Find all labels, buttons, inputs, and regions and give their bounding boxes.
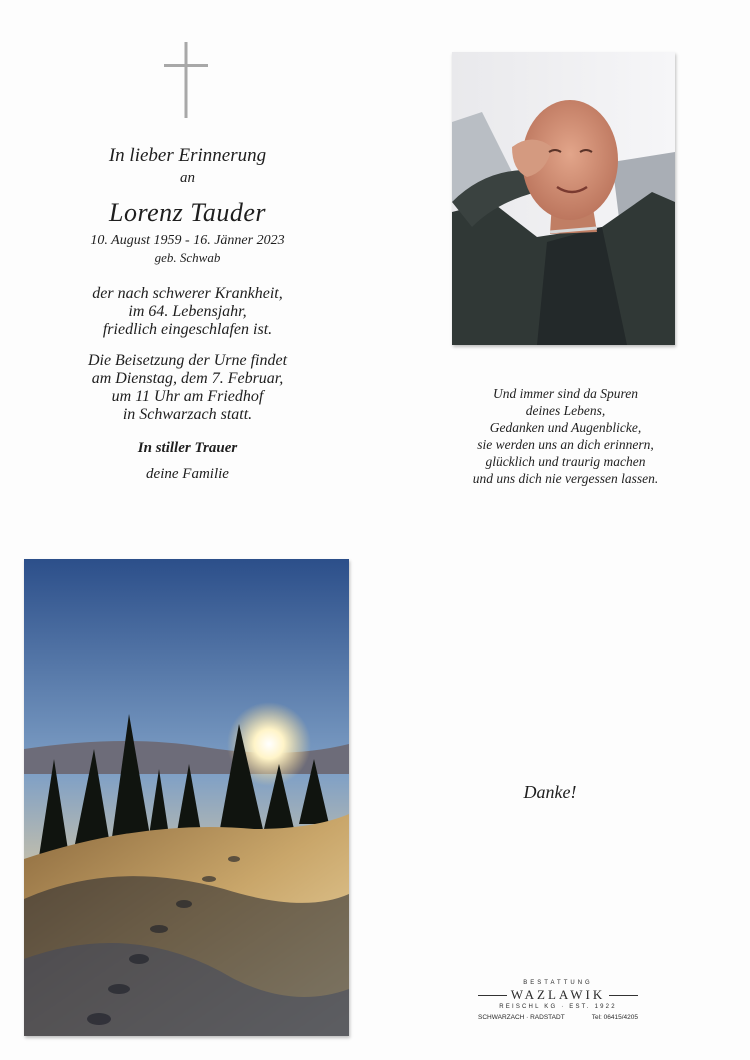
logo-name: WAZLAWIK — [510, 987, 606, 1002]
burial-line: in Schwarzach statt. — [122, 406, 253, 423]
passing-line: im 64. Lebensjahr, — [128, 303, 247, 320]
logo-subtitle: REISCHL KG · EST. 1922 — [499, 1004, 617, 1010]
passing-line: der nach schwerer Krankheit, — [92, 285, 283, 302]
poem-line: Gedanken und Augenblicke, — [489, 420, 642, 435]
poem-line: deines Lebens, — [525, 403, 606, 418]
intro-heading: In lieber Erinnerung — [108, 145, 267, 166]
passing-text — [40, 285, 335, 339]
deceased-name: Lorenz Tauder — [108, 198, 266, 227]
poem-line: Und immer sind da Spuren — [493, 386, 638, 401]
poem — [438, 385, 693, 487]
birth-name: geb. Schwab — [154, 250, 221, 265]
portrait-photo — [452, 52, 675, 345]
family-line: deine Familie — [146, 466, 229, 482]
cross-icon — [164, 42, 208, 118]
burial-text — [40, 352, 335, 424]
logo-contact — [478, 1014, 638, 1021]
logo-top-text: BESTATTUNG — [523, 980, 593, 986]
poem-line: glücklich und traurig machen — [485, 454, 646, 469]
poem-line: und uns dich nie vergessen lassen. — [472, 471, 659, 486]
life-dates: 10. August 1959 - 16. Jänner 2023 — [90, 233, 285, 248]
logo-phone: Tel: 06415/4205 — [591, 1014, 638, 1021]
logo-location: SCHWARZACH · RADSTADT — [478, 1014, 565, 1021]
poem-line: sie werden uns an dich erinnern, — [477, 437, 654, 452]
winter-sunset-photo — [24, 559, 349, 1036]
logo-name-row — [478, 987, 638, 1003]
thanks-text: Danke! — [523, 782, 577, 802]
logo-rule — [478, 995, 507, 996]
burial-line: um 11 Uhr am Friedhof — [111, 388, 264, 405]
mourning-line: In stiller Trauer — [137, 440, 238, 456]
burial-line: Die Beisetzung der Urne findet — [87, 352, 288, 369]
passing-line: friedlich eingeschlafen ist. — [102, 321, 273, 338]
logo-rule — [609, 995, 638, 996]
funeral-home-logo — [478, 980, 638, 1021]
intro-an: an — [180, 170, 195, 186]
burial-line: am Dienstag, dem 7. Februar, — [91, 370, 284, 387]
